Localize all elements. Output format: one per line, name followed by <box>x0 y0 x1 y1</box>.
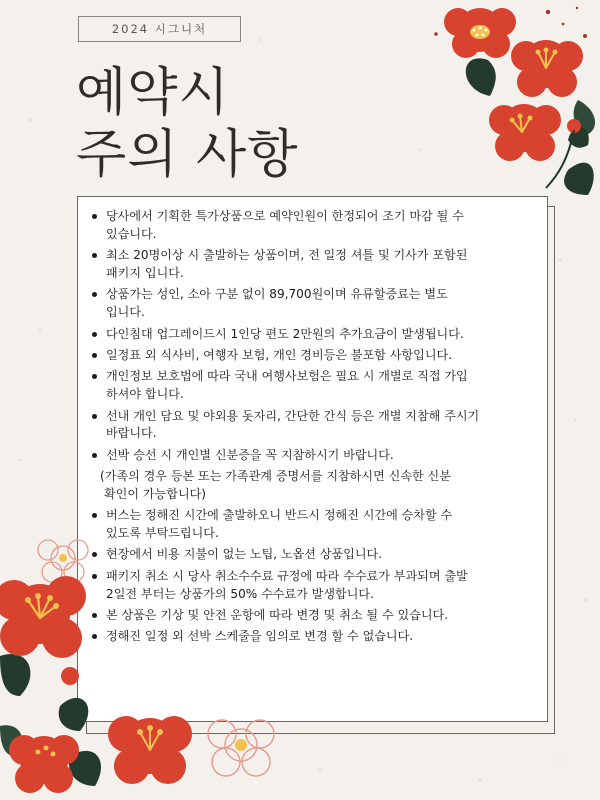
notice-text-line1: 본 상품은 기상 및 안전 운항에 따라 변경 및 취소 될 수 있습니다. <box>106 608 449 623</box>
notice-text-line1: 버스는 정해진 시간에 출발하오니 반드시 정해진 시간에 승차할 수 <box>106 508 453 523</box>
bullet-icon <box>92 214 97 219</box>
notice-text-line1: 개인정보 보호법에 따라 국내 여행사보험은 필요 시 개별로 직접 가입 <box>106 369 468 384</box>
title-line-1: 예약시 <box>76 63 230 123</box>
notice-text-line1: 패키지 취소 시 당사 취소수수료 규정에 따라 수수료가 부과되며 출발 <box>106 568 468 583</box>
camellia-flower-icon <box>418 0 600 200</box>
year-tag: 2024 시그니처 <box>78 16 241 42</box>
title-line-2: 주의 사항 <box>76 125 299 185</box>
notice-item <box>92 507 537 543</box>
notice-text-line2: 바랍니다. <box>106 426 157 441</box>
notice-text-line2: 하셔야 합니다. <box>106 387 184 402</box>
bullet-icon <box>92 453 97 458</box>
notice-item <box>92 208 537 244</box>
bullet-icon <box>92 374 97 379</box>
notice-item <box>92 247 537 283</box>
notice-text-line1: 최소 20명이상 시 출발하는 상품이며, 전 일정 셔틀 및 기사가 포함된 <box>106 248 468 263</box>
bullet-icon <box>92 253 97 258</box>
notice-text-line1: 현장에서 비용 지불이 없는 노팁, 노옵션 상품입니다. <box>106 547 383 562</box>
notice-text-line2: 있습니다. <box>106 226 157 241</box>
notice-item <box>92 326 537 344</box>
notice-text-line2: 2일전 부터는 상품가의 50% 수수료가 발생합니다. <box>106 586 374 601</box>
notice-item <box>92 347 537 365</box>
notice-item <box>92 368 537 404</box>
notice-item <box>92 286 537 322</box>
notice-text-line1: 정해진 일정 외 선박 스케줄을 임의로 변경 할 수 없습니다. <box>106 629 414 644</box>
notice-text-line1: 일정표 외 식사비, 여행자 보험, 개인 경비등은 불포함 사항입니다. <box>106 347 453 362</box>
page-title <box>76 62 298 186</box>
bullet-icon <box>92 513 97 518</box>
notice-text-line2: 입니다. <box>106 305 145 320</box>
notice-text-line1: 선내 개인 담요 및 야외용 돗자리, 간단한 간식 등은 개별 지참해 주시기 <box>106 408 480 423</box>
notice-text-line1: (가족의 경우 등본 또는 가족관계 증명서를 지참하시면 신속한 신분 <box>100 469 451 484</box>
bullet-icon <box>92 292 97 297</box>
notice-text-line1: 당사에서 기획한 특가상품으로 예약인원이 한정되어 조기 마감 될 수 <box>106 209 464 223</box>
notice-text-line2: 확인이 가능합니다) <box>104 486 207 501</box>
notice-text-line1: 상품가는 성인, 소아 구분 없이 89,700원이며 유류할증료는 별도 <box>106 287 448 302</box>
bullet-icon <box>92 332 97 337</box>
notice-item <box>92 447 537 465</box>
camellia-flower-icon <box>0 556 210 800</box>
notice-text-line1: 다인침대 업그레이드시 1인당 편도 2만원의 추가요금이 발생됩니다. <box>106 326 464 341</box>
bullet-icon <box>92 353 97 358</box>
notice-text-line2: 패키지 입니다. <box>106 265 184 280</box>
notice-note <box>92 468 537 504</box>
notice-text-line1: 선박 승선 시 개인별 신분증을 꼭 지참하시기 바랍니다. <box>106 447 394 462</box>
notice-item <box>92 408 537 444</box>
notice-text-line2: 있도록 부탁드립니다. <box>106 526 219 541</box>
bullet-icon <box>92 414 97 419</box>
